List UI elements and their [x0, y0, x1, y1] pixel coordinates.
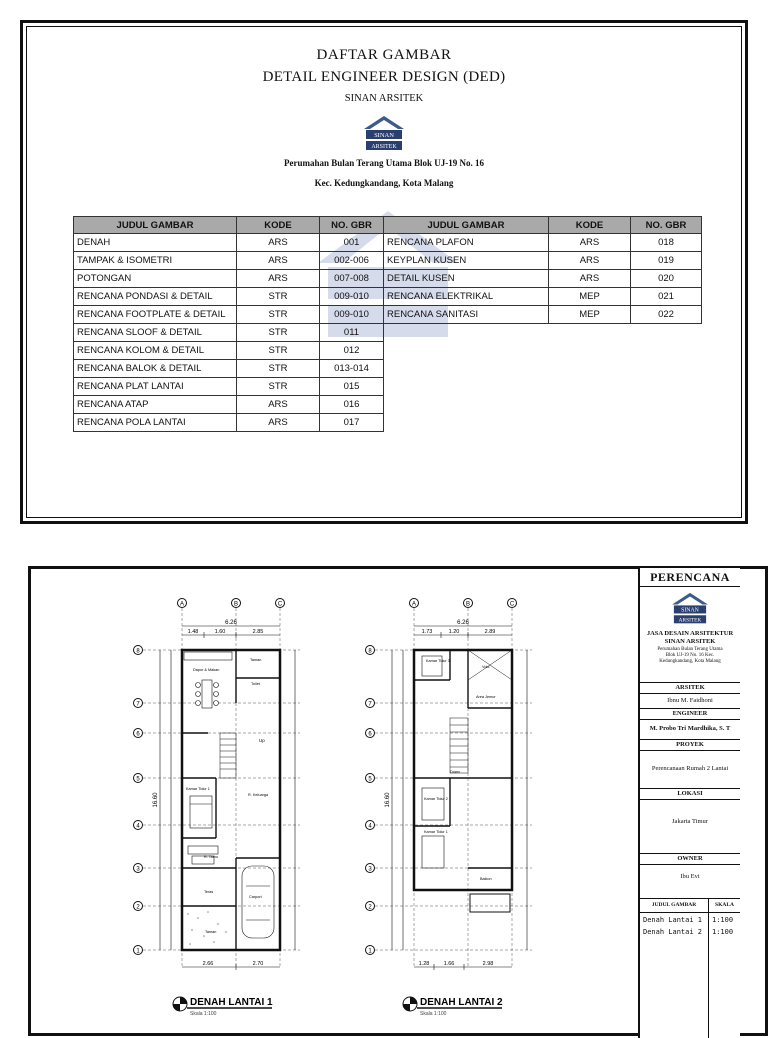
room-label: Teras	[204, 890, 214, 894]
room-label: Taman	[250, 658, 262, 662]
drawing-title-cell: RENCANA FOOTPLATE & DETAIL	[74, 306, 237, 324]
plan1-title-block	[173, 997, 273, 1017]
drawing-title-cell: RENCANA ELEKTRIKAL	[384, 288, 549, 306]
tb-proyek-label: PROYEK	[640, 739, 740, 751]
drawing-number-cell: 017	[320, 414, 384, 432]
tb-judul-1: Denah Lantai 1	[643, 916, 703, 924]
tb-engineer-label: ENGINEER	[640, 708, 740, 720]
plan1-left-total: 16.60	[153, 792, 159, 808]
table-row	[74, 360, 384, 378]
floor-plans-drawing	[30, 568, 638, 1024]
drawing-title-cell: DENAH	[74, 234, 237, 252]
axis-label-b: B	[465, 601, 471, 608]
room-label: Kamar Tidur 3	[426, 659, 450, 663]
carport-car	[242, 866, 274, 938]
axis-label-c: C	[509, 601, 515, 608]
room-label: Carport	[249, 895, 262, 899]
axis-row-4: 4	[136, 823, 140, 830]
axis-label-a: A	[179, 601, 185, 608]
drawing-number-cell: 021	[631, 288, 702, 306]
tb-arsitek-label: ARSITEK	[640, 682, 740, 694]
plan1-top-dim-3: 2.85	[252, 629, 264, 635]
axis-row-5: 5	[368, 776, 372, 783]
plan1-top-dim-1: 1.48	[187, 629, 199, 635]
room-label: R. Keluarga	[248, 793, 269, 797]
axis-row-4: 4	[368, 823, 372, 830]
drawing-code-cell: STR	[237, 360, 320, 378]
tb-company-name: JASA DESAIN ARSITEKTUR	[646, 630, 734, 637]
plan1-title: DENAH LANTAI 1	[190, 997, 273, 1008]
table-row	[74, 378, 384, 396]
table-row	[384, 252, 702, 270]
axis-row-8: 8	[368, 648, 372, 655]
plan2-title-block	[403, 997, 503, 1017]
tb-company-cell	[640, 586, 740, 683]
logo-bottom-text: ARSITEK	[371, 144, 397, 150]
table-row	[74, 234, 384, 252]
axis-row-6: 6	[368, 731, 372, 738]
drawing-number-cell: 012	[320, 342, 384, 360]
drawing-number-cell: 001	[320, 234, 384, 252]
drawing-table-right	[383, 216, 702, 324]
drawing-code-cell: ARS	[237, 414, 320, 432]
tb-skala-label: SKALA	[715, 902, 734, 908]
garden-hatch	[187, 911, 227, 945]
drawing-number-cell: 002-006	[320, 252, 384, 270]
table-row	[384, 288, 702, 306]
plan2-top-dim-3: 2.89	[484, 629, 496, 635]
drawing-code-cell: ARS	[237, 234, 320, 252]
col-header-no: NO. GBR	[631, 217, 702, 234]
plan-lantai-2	[366, 599, 533, 971]
room-label: Toilet	[251, 682, 260, 686]
room-label: Area Jemur	[476, 695, 496, 699]
drawing-code-cell: ARS	[237, 396, 320, 414]
axis-row-8: 8	[136, 648, 140, 655]
tb-skala-2: 1:100	[712, 928, 734, 936]
drawing-number-cell: 016	[320, 396, 384, 414]
table-row	[74, 252, 384, 270]
col-header-kode: KODE	[237, 217, 320, 234]
drawing-title-cell: RENCANA KOLOM & DETAIL	[74, 342, 237, 360]
plan1-scale: Skala 1:100	[190, 1011, 217, 1017]
sinan-arsitek-logo	[363, 115, 405, 153]
plan-lantai-1	[134, 599, 301, 971]
axis-label-b: B	[233, 601, 239, 608]
drawing-title-cell: KEYPLAN KUSEN	[384, 252, 549, 270]
drawing-code-cell: STR	[237, 324, 320, 342]
room-label: Kamar Tidur 2	[424, 797, 448, 801]
plan2-bottom-dim-1: 1.28	[418, 961, 430, 967]
col-header-judul: JUDUL GAMBAR	[384, 217, 549, 234]
axis-row-3: 3	[136, 866, 140, 873]
drawing-title-cell: RENCANA SLOOF & DETAIL	[74, 324, 237, 342]
plan2-top-dim-1: 1.73	[421, 629, 433, 635]
drawing-code-cell: STR	[237, 342, 320, 360]
plan1-bottom-dim-2: 2.70	[252, 961, 264, 967]
drawing-number-cell: 018	[631, 234, 702, 252]
drawing-number-cell: 011	[320, 324, 384, 342]
axis-row-7: 7	[368, 701, 372, 708]
drawing-code-cell: MEP	[549, 306, 631, 324]
room-label: Kamar Tidur 1	[186, 787, 210, 791]
sinan-arsitek-logo	[671, 592, 709, 626]
drawing-code-cell: ARS	[237, 252, 320, 270]
tb-owner-name: Ibu Evi	[640, 864, 740, 899]
table-row	[74, 270, 384, 288]
tb-lokasi-name: Jakarta Timur	[640, 799, 740, 854]
axis-row-5: 5	[136, 776, 140, 783]
drawing-code-cell: ARS	[237, 270, 320, 288]
drawing-code-cell: MEP	[549, 288, 631, 306]
drawing-code-cell: ARS	[549, 252, 631, 270]
axis-bubbles-top-1	[178, 599, 285, 608]
drawing-title-cell: RENCANA PONDASI & DETAIL	[74, 288, 237, 306]
tb-company-name-2: SINAN ARSITEK	[664, 638, 716, 645]
axis-row-6: 6	[136, 731, 140, 738]
tb-lokasi-label: LOKASI	[640, 788, 740, 800]
svg-text:ARSITEK: ARSITEK	[678, 617, 702, 624]
col-header-kode: KODE	[549, 217, 631, 234]
tb-perencana-header: PERENCANA	[640, 568, 740, 587]
drawing-number-cell: 009-010	[320, 288, 384, 306]
tb-owner-label: OWNER	[640, 853, 740, 865]
plan1-top-total: 6.26	[225, 620, 237, 626]
axis-row-7: 7	[136, 701, 140, 708]
axis-row-1: 1	[368, 948, 372, 955]
room-label: Dapur & Makan	[193, 668, 220, 672]
drawing-table-left	[73, 216, 384, 432]
drawing-number-cell: 009-010	[320, 306, 384, 324]
drawing-number-cell: 015	[320, 378, 384, 396]
drawing-number-cell: 007-008	[320, 270, 384, 288]
tb-arsitek-name: Ibnu M. Faidhoni	[640, 693, 740, 709]
plan1-stair-label: Up	[259, 738, 265, 743]
sheet-subtitle: DETAIL ENGINEER DESIGN (DED)	[262, 69, 506, 85]
dining-table	[196, 680, 219, 708]
drawing-title-cell: RENCANA PLAT LANTAI	[74, 378, 237, 396]
table-header-row	[384, 217, 702, 234]
drawing-list-sheet	[20, 20, 748, 524]
room-label: Taman	[205, 930, 217, 934]
room-label: Kamar Tidur 1	[424, 830, 448, 834]
tb-proyek-name: Perencanaan Rumah 2 Lantai	[640, 750, 740, 789]
drawing-code-cell: ARS	[549, 234, 631, 252]
svg-text:SINAN: SINAN	[681, 607, 699, 614]
tb-judul-label: JUDUL GAMBAR	[640, 898, 709, 912]
axis-row-2: 2	[136, 904, 140, 911]
axis-row-2: 2	[368, 904, 372, 911]
table-row	[384, 306, 702, 324]
table-header-row	[74, 217, 384, 234]
drawing-title-cell: POTONGAN	[74, 270, 237, 288]
drawing-title-cell: RENCANA BALOK & DETAIL	[74, 360, 237, 378]
drawing-title-cell: RENCANA SANITASI	[384, 306, 549, 324]
table-row	[74, 342, 384, 360]
drawing-title-cell: DETAIL KUSEN	[384, 270, 549, 288]
architect-name: SINAN ARSITEK	[344, 93, 424, 104]
drawing-number-cell: 020	[631, 270, 702, 288]
axis-label-a: A	[411, 601, 417, 608]
logo-top-text: SINAN	[374, 132, 394, 139]
plan2-bottom-dim-3: 2.98	[482, 961, 494, 967]
plan2-top-total: 6.26	[457, 620, 469, 626]
col-header-no: NO. GBR	[320, 217, 384, 234]
table-row	[74, 288, 384, 306]
room-label: Balkon	[480, 877, 492, 881]
drawing-code-cell: STR	[237, 378, 320, 396]
drawing-number-cell: 019	[631, 252, 702, 270]
tb-judul-header-row	[640, 898, 740, 913]
tb-skala-1: 1:100	[712, 916, 734, 924]
drawing-title-cell: RENCANA POLA LANTAI	[74, 414, 237, 432]
table-row	[384, 234, 702, 252]
room-label: Void	[482, 665, 490, 669]
axis-row-3: 3	[368, 866, 372, 873]
tb-company-address: Perumahan Bulan Terang Utama Blok UJ-19 No. 16 Kec. Kedungkandang, Kota Malang	[657, 647, 723, 664]
room-label: R. Tamu	[204, 855, 219, 859]
drawing-title-cell: TAMPAK & ISOMETRI	[74, 252, 237, 270]
axis-row-1: 1	[136, 948, 140, 955]
drawing-number-cell: 013-014	[320, 360, 384, 378]
table-row	[384, 270, 702, 288]
sheet-title: DAFTAR GAMBAR	[316, 47, 452, 63]
drawing-code-cell: STR	[237, 306, 320, 324]
drawing-title-cell: RENCANA PLAFON	[384, 234, 549, 252]
plan2-scale: Skala 1:100	[420, 1011, 447, 1017]
plan2-bottom-dim-2: 1.66	[443, 961, 455, 967]
drawing-number-cell: 022	[631, 306, 702, 324]
room-label: Down	[450, 770, 460, 774]
axis-label-c: C	[277, 601, 283, 608]
plan1-bottom-dim-1: 2.66	[202, 961, 214, 967]
void-area	[468, 650, 512, 680]
table-row	[74, 324, 384, 342]
title-block	[638, 568, 740, 1038]
plan2-left-total: 16.60	[385, 792, 391, 808]
plan2-title: DENAH LANTAI 2	[420, 997, 503, 1008]
tb-column-divider	[708, 912, 709, 1038]
plan2-top-dim-2: 1.20	[448, 629, 460, 635]
drawing-title-cell: RENCANA ATAP	[74, 396, 237, 414]
tb-engineer-name: M. Probo Tri Mardhika, S. T	[640, 719, 740, 740]
table-row	[74, 306, 384, 324]
table-row	[74, 396, 384, 414]
address-line-2: Kec. Kedungkandang, Kota Malang	[314, 178, 454, 188]
plan1-top-dim-2: 1.60	[214, 629, 226, 635]
table-row	[74, 414, 384, 432]
drawing-code-cell: STR	[237, 288, 320, 306]
col-header-judul: JUDUL GAMBAR	[74, 217, 237, 234]
drawing-code-cell: ARS	[549, 270, 631, 288]
tb-judul-2: Denah Lantai 2	[643, 928, 703, 936]
address-line-1: Perumahan Bulan Terang Utama Blok UJ-19 No. 16	[283, 158, 485, 168]
